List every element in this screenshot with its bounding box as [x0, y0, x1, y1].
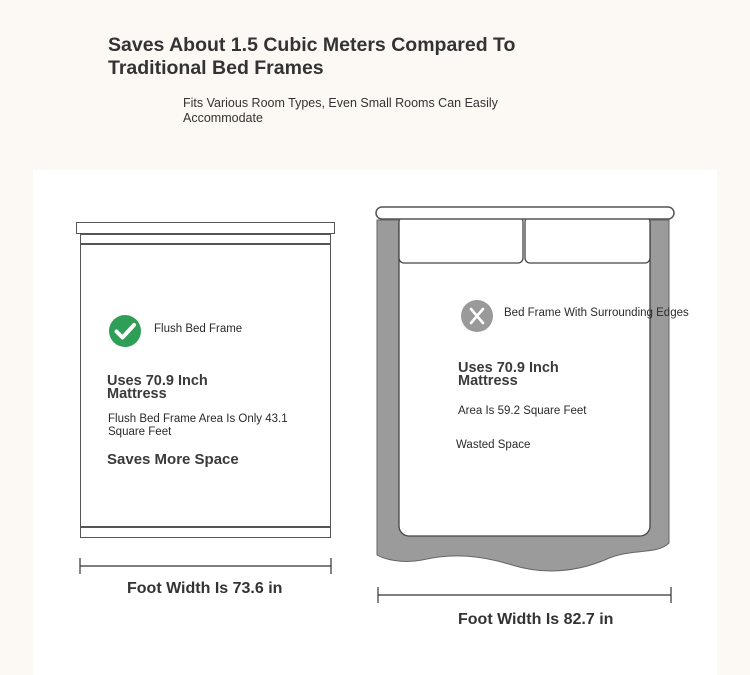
right-mattress-text: Uses 70.9 Inch Mattress [458, 360, 559, 389]
right-headboard [376, 207, 674, 219]
left-footboard [80, 527, 331, 538]
left-mattress-text: Uses 70.9 Inch Mattress [107, 373, 208, 402]
left-headboard-rail [80, 234, 331, 244]
surrounding-frame-label: Bed Frame With Surrounding Edges [504, 307, 689, 319]
right-area-text: Area Is 59.2 Square Feet [458, 405, 587, 417]
surrounding-frame [372, 203, 678, 578]
flush-frame-label: Flush Bed Frame [154, 323, 243, 335]
pillow-left [399, 217, 523, 263]
right-foot-width: Foot Width Is 82.7 in [458, 611, 614, 628]
left-foot-width: Foot Width Is 73.6 in [127, 580, 283, 597]
page-title: Saves About 1.5 Cubic Meters Compared To Traditional Bed Frames [108, 34, 516, 79]
pillow-right [525, 217, 650, 263]
x-icon [460, 299, 494, 333]
left-dimension-line [76, 556, 336, 576]
left-area-text: Flush Bed Frame Area Is Only 43.1 Square Feet [108, 413, 288, 438]
right-dimension-line [374, 585, 676, 605]
left-headboard-cap [76, 222, 335, 234]
wasted-space-text: Wasted Space [456, 439, 531, 451]
page-subtitle: Fits Various Room Types, Even Small Rooms Can Easily Accommodate [183, 96, 498, 125]
check-icon [108, 314, 142, 348]
left-benefit-text: Saves More Space [107, 451, 239, 468]
